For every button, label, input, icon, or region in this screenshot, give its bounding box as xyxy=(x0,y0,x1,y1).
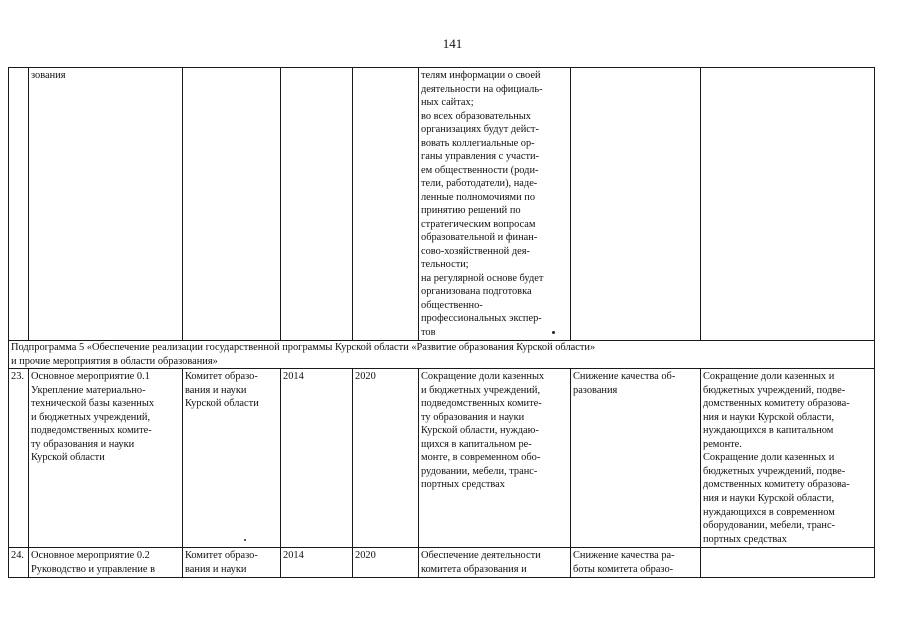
cell-start-year: 2014 xyxy=(281,548,353,578)
page-number: 141 xyxy=(442,36,463,51)
cell-end-year: 2020 xyxy=(353,548,419,578)
table-row xyxy=(9,548,875,578)
cell-indicators: Сокращение доли казенных и бюджетных учреждений, подве- домственных комитету образова- ния и науки Курской области, нуждающихся в капитальном ремонте. Сокращение доли казенных и бюджетных учреждений, подве- домственных комитету образова- ния и науки Курской области, нуждающихся в современном оборудовании, мебели, транс- портных средствах xyxy=(701,369,875,548)
cell-end-year: 2020 xyxy=(353,369,419,548)
cell-executor: Комитет образо- вания и науки Курской области xyxy=(183,369,281,548)
cell-number xyxy=(9,68,29,341)
measures-table xyxy=(8,67,875,578)
cell-consequences: Снижение качества об- разования xyxy=(571,369,701,548)
cell-expected-results: Сокращение доли казенных и бюджетных учреждений, подведомственных комите- ту образования и науки Курской области, нуждаю- щихся в капитальном ре- монте, в современном обо- рудовании, мебели, транс- портных средствах xyxy=(419,369,571,548)
cell-measure-name: Основное мероприятие 0.2 Руководство и управление в xyxy=(29,548,183,578)
cell-measure-name: зования xyxy=(29,68,183,341)
scan-speck xyxy=(552,331,555,334)
cell-measure-name: Основное мероприятие 0.1 Укрепление материально- технической базы казенных и бюджетных учреждений, подведомственных комите- ту образования и науки Курской области xyxy=(29,369,183,548)
row-number: 23. xyxy=(9,369,29,548)
table-row-continuation xyxy=(9,68,875,341)
table-row xyxy=(9,369,875,548)
cell-consequences xyxy=(571,68,701,341)
cell-start-year xyxy=(281,68,353,341)
subprogram-heading-row xyxy=(9,341,875,369)
cell-consequences: Снижение качества ра- боты комитета образо- xyxy=(571,548,701,578)
cell-executor: Комитет образо- вания и науки xyxy=(183,548,281,578)
cell-indicators xyxy=(701,548,875,578)
cell-start-year: 2014 xyxy=(281,369,353,548)
row-number: 24. xyxy=(9,548,29,578)
cell-executor xyxy=(183,68,281,341)
cell-expected-results: телям информации о своей деятельности на официаль- ных сайтах; во всех образовательных организациях будут дейст- вовать коллегиальные ор- ганы управления с участи- ем общественности (роди- тели, работодатели), наде- ленные полномочиями по принятию решений по стратегическим вопросам образовательной и финан- сово-хозяйственной дея- тельности; на регулярной основе будет организована подготовка общественно- профессиональных экспер- тов xyxy=(419,68,571,341)
subprogram-heading: Подпрограмма 5 «Обеспечение реализации государственной программы Курской области «Развитие образования Курской области» и прочие мероприятия в области образования» xyxy=(9,341,875,369)
cell-indicators xyxy=(701,68,875,341)
cell-expected-results: Обеспечение деятельности комитета образования и xyxy=(419,548,571,578)
scan-speck xyxy=(244,539,246,541)
cell-end-year xyxy=(353,68,419,341)
